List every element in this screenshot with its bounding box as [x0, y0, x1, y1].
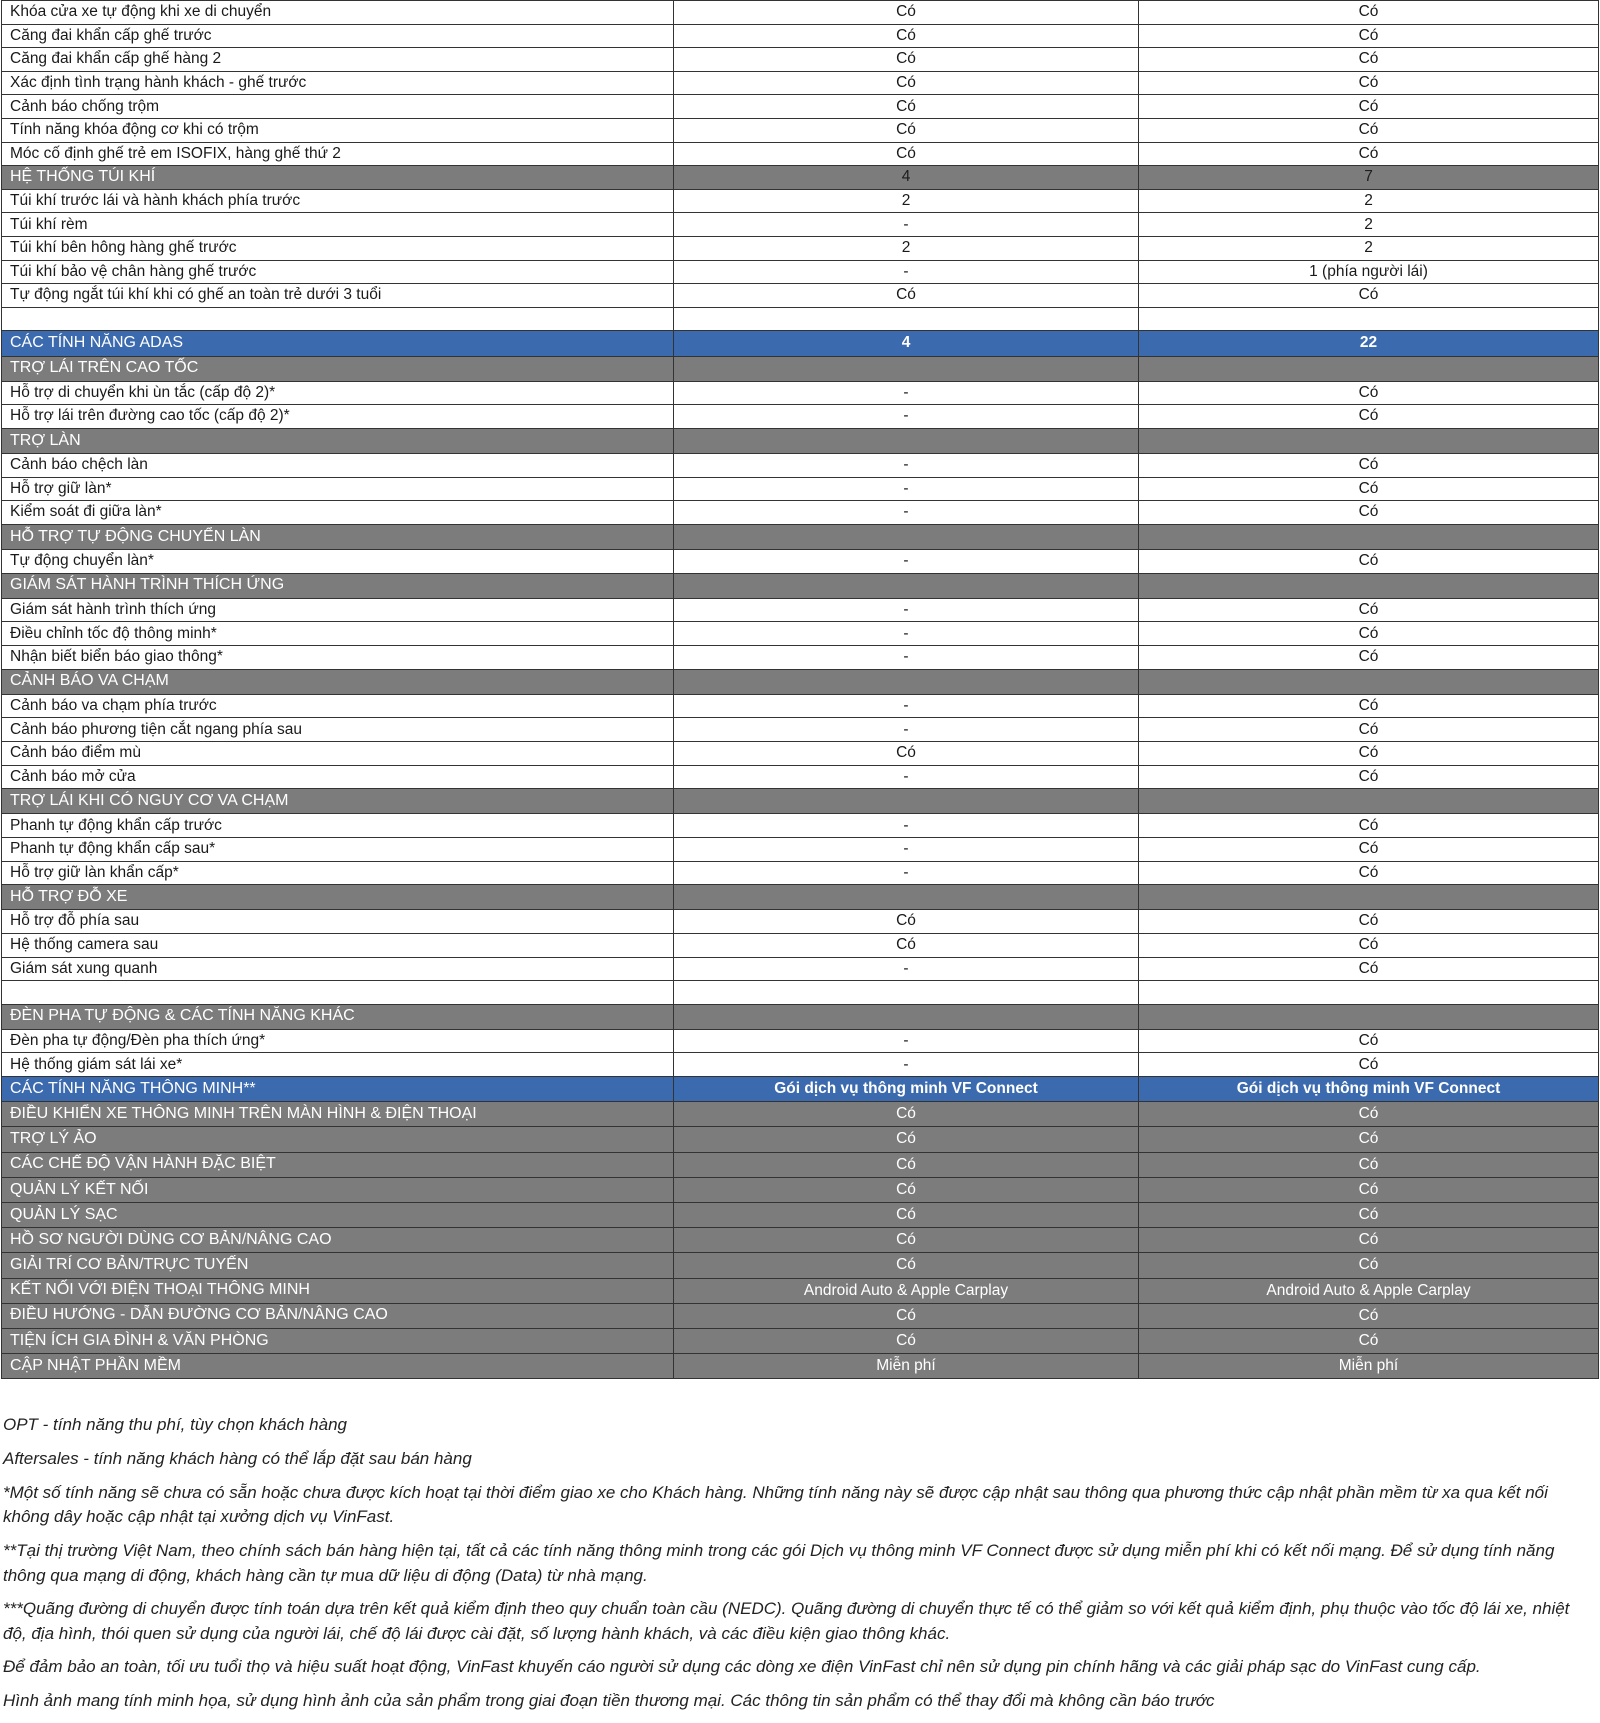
row-label-cell: Hỗ trợ giữ làn khẩn cấp* [2, 861, 674, 885]
feature-row [2, 260, 1599, 284]
value-cell-variant-2: Có [1139, 598, 1599, 622]
value-cell-variant-1: - [674, 454, 1139, 478]
spacer-row [2, 307, 1599, 331]
value-cell-variant-1: - [674, 1029, 1139, 1053]
footnote: Để đảm bảo an toàn, tối ưu tuổi thọ và hiệu suất hoạt động, VinFast khuyến cáo người sử dụng các dòng xe điện VinFast chỉ nên sử dụng pin chính hãng và các giải pháp sạc do VinFast cung cấp. [3, 1657, 1481, 1677]
value-cell-variant-2: Có [1139, 933, 1599, 957]
value-cell-variant-1 [674, 573, 1139, 598]
section-header-row [2, 573, 1599, 598]
row-label-cell: Hệ thống camera sau [2, 933, 674, 957]
row-label-cell: CÁC TÍNH NĂNG ADAS [2, 331, 674, 356]
value-cell-variant-1: Có [674, 910, 1139, 934]
value-cell-variant-1: 4 [674, 331, 1139, 356]
value-cell-variant-2: Có [1139, 1253, 1599, 1278]
section-header-row [2, 789, 1599, 814]
value-cell-variant-1 [674, 669, 1139, 694]
value-cell-variant-1 [674, 356, 1139, 381]
row-label-cell: Phanh tự động khẩn cấp sau* [2, 837, 674, 861]
value-cell-variant-2 [1139, 669, 1599, 694]
value-cell-variant-2 [1139, 1004, 1599, 1029]
footnote: Hình ảnh mang tính minh họa, sử dụng hình ảnh của sản phẩm trong giai đoạn tiền thương mại. Các thông tin sản phẩm có thể thay đổi mà không cần báo trước [3, 1691, 1215, 1711]
value-cell-variant-2 [1139, 885, 1599, 910]
row-label-cell: Cảnh báo phương tiện cắt ngang phía sau [2, 718, 674, 742]
value-cell-variant-2 [1139, 307, 1599, 331]
feature-row [2, 501, 1599, 525]
feature-row [2, 381, 1599, 405]
row-label-cell: Cảnh báo mở cửa [2, 765, 674, 789]
row-label-cell [2, 981, 674, 1005]
value-cell-variant-2 [1139, 524, 1599, 549]
row-label-cell: Tự động chuyển làn* [2, 550, 674, 574]
value-cell-variant-2: Có [1139, 814, 1599, 838]
value-cell-variant-2: Có [1139, 1152, 1599, 1177]
section-header-row [2, 1102, 1599, 1127]
value-cell-variant-1: Có [674, 1152, 1139, 1177]
value-cell-variant-1: - [674, 861, 1139, 885]
value-cell-variant-2: 7 [1139, 166, 1599, 190]
feature-row [2, 1, 1599, 25]
value-cell-variant-2: Có [1139, 1228, 1599, 1253]
value-cell-variant-2: 1 (phía người lái) [1139, 260, 1599, 284]
feature-row [2, 837, 1599, 861]
value-cell-variant-1: - [674, 598, 1139, 622]
value-cell-variant-1: Có [674, 118, 1139, 142]
value-cell-variant-1: Có [674, 933, 1139, 957]
row-label-cell: ĐIỀU KHIỂN XE THÔNG MINH TRÊN MÀN HÌNH & ĐIỆN THOẠI [2, 1102, 674, 1127]
value-cell-variant-1: Có [674, 1228, 1139, 1253]
value-cell-variant-1: - [674, 477, 1139, 501]
feature-row [2, 24, 1599, 48]
value-cell-variant-2 [1139, 356, 1599, 381]
value-cell-variant-1: Android Auto & Apple Carplay [674, 1278, 1139, 1303]
value-cell-variant-1: Có [674, 71, 1139, 95]
value-cell-variant-1 [674, 428, 1139, 453]
value-cell-variant-2: Có [1139, 1053, 1599, 1077]
row-label-cell: QUẢN LÝ SẠC [2, 1203, 674, 1228]
value-cell-variant-2: Có [1139, 957, 1599, 981]
row-label-cell: Túi khí rèm [2, 213, 674, 237]
section-header-row [2, 1303, 1599, 1328]
feature-row [2, 477, 1599, 501]
value-cell-variant-1: Có [674, 1253, 1139, 1278]
value-cell-variant-2: Có [1139, 646, 1599, 670]
row-label-cell: Túi khí bên hông hàng ghế trước [2, 236, 674, 260]
value-cell-variant-1: - [674, 718, 1139, 742]
row-label-cell: Giám sát hành trình thích ứng [2, 598, 674, 622]
row-label-cell: TRỢ LÁI TRÊN CAO TỐC [2, 356, 674, 381]
value-cell-variant-2: Có [1139, 405, 1599, 429]
feature-row [2, 765, 1599, 789]
value-cell-variant-1: - [674, 837, 1139, 861]
value-cell-variant-2: Có [1139, 718, 1599, 742]
value-cell-variant-2: Có [1139, 142, 1599, 166]
row-label-cell: HỆ THỐNG TÚI KHÍ [2, 166, 674, 190]
row-label-cell: TRỢ LÝ ẢO [2, 1127, 674, 1152]
value-cell-variant-2: Có [1139, 48, 1599, 72]
feature-row [2, 454, 1599, 478]
row-label-cell: HỒ SƠ NGƯỜI DÙNG CƠ BẢN/NÂNG CAO [2, 1228, 674, 1253]
section-header-row [2, 1177, 1599, 1202]
value-cell-variant-2: Có [1139, 24, 1599, 48]
section-header-row [2, 1152, 1599, 1177]
row-label-cell: Giám sát xung quanh [2, 957, 674, 981]
value-cell-variant-2: Có [1139, 71, 1599, 95]
value-cell-variant-2: Có [1139, 477, 1599, 501]
row-label-cell: GIẢI TRÍ CƠ BẢN/TRỰC TUYẾN [2, 1253, 674, 1278]
value-cell-variant-2: Có [1139, 1328, 1599, 1353]
value-cell-variant-2: Có [1139, 741, 1599, 765]
row-label-cell: Nhận biết biển báo giao thông* [2, 646, 674, 670]
row-label-cell: TRỢ LÀN [2, 428, 674, 453]
value-cell-variant-2: 2 [1139, 189, 1599, 213]
section-header-row [2, 1278, 1599, 1303]
row-label-cell: Hỗ trợ di chuyển khi ùn tắc (cấp độ 2)* [2, 381, 674, 405]
row-label-cell: Hỗ trợ đỗ phía sau [2, 910, 674, 934]
value-cell-variant-1: - [674, 957, 1139, 981]
section-header-row [2, 356, 1599, 381]
value-cell-variant-2: Miễn phí [1139, 1354, 1599, 1379]
feature-row [2, 741, 1599, 765]
footnote: **Tại thị trường Việt Nam, theo chính sách bán hàng hiện tại, tất cả các tính năng thông minh trong các gói Dịch vụ thông minh VF Connect được sử dụng miễn phí khi có kết nối mạng. Để sử dụng tính năng thông qua mạng di động, khách hàng cần tự mua dữ liệu di động (Data) từ nhà mạng. [3, 1540, 1555, 1585]
section-header-row [2, 428, 1599, 453]
value-cell-variant-1: - [674, 381, 1139, 405]
feature-row [2, 550, 1599, 574]
feature-row [2, 1053, 1599, 1077]
value-cell-variant-2: Có [1139, 765, 1599, 789]
feature-row [2, 718, 1599, 742]
row-label-cell [2, 307, 674, 331]
section-header-row [2, 1203, 1599, 1228]
row-label-cell: TIỆN ÍCH GIA ĐÌNH & VĂN PHÒNG [2, 1328, 674, 1353]
value-cell-variant-1 [674, 307, 1139, 331]
footnotes-block [3, 1413, 1596, 1713]
footnote: OPT - tính năng thu phí, tùy chọn khách hàng [3, 1415, 348, 1435]
feature-row [2, 646, 1599, 670]
value-cell-variant-2: Có [1139, 1303, 1599, 1328]
row-label-cell: Căng đai khẩn cấp ghế trước [2, 24, 674, 48]
value-cell-variant-1: - [674, 814, 1139, 838]
feature-row [2, 95, 1599, 119]
section-header-row [2, 1004, 1599, 1029]
value-cell-variant-2: 22 [1139, 331, 1599, 356]
row-label-cell: Móc cố định ghế trẻ em ISOFIX, hàng ghế thứ 2 [2, 142, 674, 166]
value-cell-variant-1: Có [674, 284, 1139, 308]
feature-row [2, 284, 1599, 308]
spec-comparison-table [1, 0, 1599, 1379]
value-cell-variant-1: - [674, 765, 1139, 789]
section-header-row [2, 1228, 1599, 1253]
feature-row [2, 142, 1599, 166]
row-label-cell: Đèn pha tự động/Đèn pha thích ứng* [2, 1029, 674, 1053]
section-header-row [2, 524, 1599, 549]
row-label-cell: Căng đai khẩn cấp ghế hàng 2 [2, 48, 674, 72]
value-cell-variant-2: Có [1139, 1177, 1599, 1202]
value-cell-variant-2: 2 [1139, 213, 1599, 237]
row-label-cell: CÁC CHẾ ĐỘ VẬN HÀNH ĐẶC BIỆT [2, 1152, 674, 1177]
value-cell-variant-2: Có [1139, 1102, 1599, 1127]
value-cell-variant-1: Có [674, 24, 1139, 48]
feature-row [2, 910, 1599, 934]
value-cell-variant-2: Có [1139, 284, 1599, 308]
value-cell-variant-2: Có [1139, 622, 1599, 646]
row-label-cell: KẾT NỐI VỚI ĐIỆN THOẠI THÔNG MINH [2, 1278, 674, 1303]
value-cell-variant-1: 4 [674, 166, 1139, 190]
value-cell-variant-1: - [674, 213, 1139, 237]
feature-row [2, 957, 1599, 981]
value-cell-variant-1: - [674, 646, 1139, 670]
value-cell-variant-1: Có [674, 1102, 1139, 1127]
row-label-cell: Cảnh báo chệch làn [2, 454, 674, 478]
value-cell-variant-1: Có [674, 95, 1139, 119]
row-label-cell: QUẢN LÝ KẾT NỐI [2, 1177, 674, 1202]
feature-row [2, 933, 1599, 957]
value-cell-variant-1: 2 [674, 236, 1139, 260]
value-cell-variant-2: Có [1139, 501, 1599, 525]
value-cell-variant-2: Có [1139, 550, 1599, 574]
feature-row [2, 405, 1599, 429]
section-header-row [2, 1328, 1599, 1353]
section-header-row [2, 1253, 1599, 1278]
feature-row [2, 236, 1599, 260]
row-label-cell: Tự động ngắt túi khí khi có ghế an toàn trẻ dưới 3 tuổi [2, 284, 674, 308]
row-label-cell: HỖ TRỢ TỰ ĐỘNG CHUYỂN LÀN [2, 524, 674, 549]
value-cell-variant-2: Có [1139, 118, 1599, 142]
value-cell-variant-1: Có [674, 1303, 1139, 1328]
row-label-cell: CẬP NHẬT PHẦN MỀM [2, 1354, 674, 1379]
value-cell-variant-1: - [674, 1053, 1139, 1077]
value-cell-variant-1: Có [674, 1177, 1139, 1202]
value-cell-variant-2: Có [1139, 1029, 1599, 1053]
row-label-cell: Phanh tự động khẩn cấp trước [2, 814, 674, 838]
feature-row [2, 1029, 1599, 1053]
value-cell-variant-1: - [674, 694, 1139, 718]
footnote: *Một số tính năng sẽ chưa có sẵn hoặc chưa được kích hoạt tại thời điểm giao xe cho Khách hàng. Những tính năng này sẽ được cập nhật sau thông qua phương thức cập nhật phần mềm từ xa qua kết nối không dây hoặc cập nhật tại xưởng dịch vụ VinFast. [3, 1482, 1548, 1527]
feature-row [2, 622, 1599, 646]
feature-row [2, 48, 1599, 72]
value-cell-variant-2 [1139, 428, 1599, 453]
value-cell-variant-1 [674, 789, 1139, 814]
feature-row [2, 118, 1599, 142]
footnote: ***Quãng đường di chuyển được tính toán dựa trên kết quả kiểm định theo quy chuẩn toàn cầu (NEDC). Quãng đường di chuyển thực tế có thể giảm so với kết quả kiểm định, phụ thuộc vào tốc độ lái xe, nhiệt độ, địa hình, thói quen sử dụng của người lái, chế độ lái được cài đặt, số lượng hành khách, và các điều kiện giao thông khác. [3, 1599, 1570, 1643]
value-cell-variant-1: Có [674, 142, 1139, 166]
row-label-cell: Túi khí trước lái và hành khách phía trước [2, 189, 674, 213]
row-label-cell: Kiểm soát đi giữa làn* [2, 501, 674, 525]
value-cell-variant-2: Có [1139, 1, 1599, 25]
row-label-cell: Cảnh báo chống trộm [2, 95, 674, 119]
row-label-cell: CẢNH BÁO VA CHẠM [2, 669, 674, 694]
value-cell-variant-1: Có [674, 1203, 1139, 1228]
feature-row [2, 861, 1599, 885]
section-header-row [2, 331, 1599, 356]
row-label-cell: TRỢ LÁI KHI CÓ NGUY CƠ VA CHẠM [2, 789, 674, 814]
value-cell-variant-1 [674, 524, 1139, 549]
value-cell-variant-1: Có [674, 1, 1139, 25]
value-cell-variant-1 [674, 885, 1139, 910]
row-label-cell: Hỗ trợ giữ làn* [2, 477, 674, 501]
row-label-cell: Tính năng khóa động cơ khi có trộm [2, 118, 674, 142]
row-label-cell: Túi khí bảo vệ chân hàng ghế trước [2, 260, 674, 284]
feature-row [2, 189, 1599, 213]
value-cell-variant-2: Có [1139, 837, 1599, 861]
row-label-cell: HỖ TRỢ ĐỖ XE [2, 885, 674, 910]
value-cell-variant-1: Có [674, 1127, 1139, 1152]
section-header-row [2, 885, 1599, 910]
feature-row [2, 814, 1599, 838]
value-cell-variant-1: Gói dịch vụ thông minh VF Connect [674, 1077, 1139, 1102]
value-cell-variant-2: Android Auto & Apple Carplay [1139, 1278, 1599, 1303]
value-cell-variant-2: Có [1139, 381, 1599, 405]
value-cell-variant-1 [674, 981, 1139, 1005]
value-cell-variant-2: Có [1139, 694, 1599, 718]
value-cell-variant-2 [1139, 789, 1599, 814]
value-cell-variant-1: - [674, 550, 1139, 574]
row-label-cell: GIÁM SÁT HÀNH TRÌNH THÍCH ỨNG [2, 573, 674, 598]
row-label-cell: CÁC TÍNH NĂNG THÔNG MINH** [2, 1077, 674, 1102]
value-cell-variant-1: - [674, 622, 1139, 646]
footnote: Aftersales - tính năng khách hàng có thể lắp đặt sau bán hàng [3, 1448, 472, 1468]
value-cell-variant-1: - [674, 501, 1139, 525]
value-cell-variant-1: 2 [674, 189, 1139, 213]
value-cell-variant-1: - [674, 260, 1139, 284]
row-label-cell: ĐIỀU HƯỚNG - DẪN ĐƯỜNG CƠ BẢN/NÂNG CAO [2, 1303, 674, 1328]
value-cell-variant-1: Miễn phí [674, 1354, 1139, 1379]
section-header-row [2, 1354, 1599, 1379]
section-header-row [2, 1077, 1599, 1102]
row-label-cell: Điều chỉnh tốc độ thông minh* [2, 622, 674, 646]
section-header-row [2, 166, 1599, 190]
feature-row [2, 213, 1599, 237]
value-cell-variant-1: - [674, 405, 1139, 429]
value-cell-variant-2: Gói dịch vụ thông minh VF Connect [1139, 1077, 1599, 1102]
value-cell-variant-1: Có [674, 1328, 1139, 1353]
row-label-cell: Khóa cửa xe tự động khi xe di chuyển [2, 1, 674, 25]
row-label-cell: Hệ thống giám sát lái xe* [2, 1053, 674, 1077]
row-label-cell: Cảnh báo điểm mù [2, 741, 674, 765]
value-cell-variant-2 [1139, 573, 1599, 598]
row-label-cell: Cảnh báo va chạm phía trước [2, 694, 674, 718]
value-cell-variant-2: Có [1139, 1203, 1599, 1228]
feature-row [2, 598, 1599, 622]
feature-row [2, 694, 1599, 718]
feature-row [2, 71, 1599, 95]
value-cell-variant-2: Có [1139, 454, 1599, 478]
value-cell-variant-1 [674, 1004, 1139, 1029]
row-label-cell: Xác định tình trạng hành khách - ghế trước [2, 71, 674, 95]
value-cell-variant-2: Có [1139, 95, 1599, 119]
row-label-cell: ĐÈN PHA TỰ ĐỘNG & CÁC TÍNH NĂNG KHÁC [2, 1004, 674, 1029]
row-label-cell: Hỗ trợ lái trên đường cao tốc (cấp độ 2)* [2, 405, 674, 429]
spacer-row [2, 981, 1599, 1005]
value-cell-variant-2: Có [1139, 910, 1599, 934]
value-cell-variant-1: Có [674, 48, 1139, 72]
value-cell-variant-2: Có [1139, 861, 1599, 885]
section-header-row [2, 669, 1599, 694]
value-cell-variant-2: 2 [1139, 236, 1599, 260]
section-header-row [2, 1127, 1599, 1152]
spec-table-body [2, 1, 1599, 1379]
value-cell-variant-1: Có [674, 741, 1139, 765]
value-cell-variant-2 [1139, 981, 1599, 1005]
value-cell-variant-2: Có [1139, 1127, 1599, 1152]
